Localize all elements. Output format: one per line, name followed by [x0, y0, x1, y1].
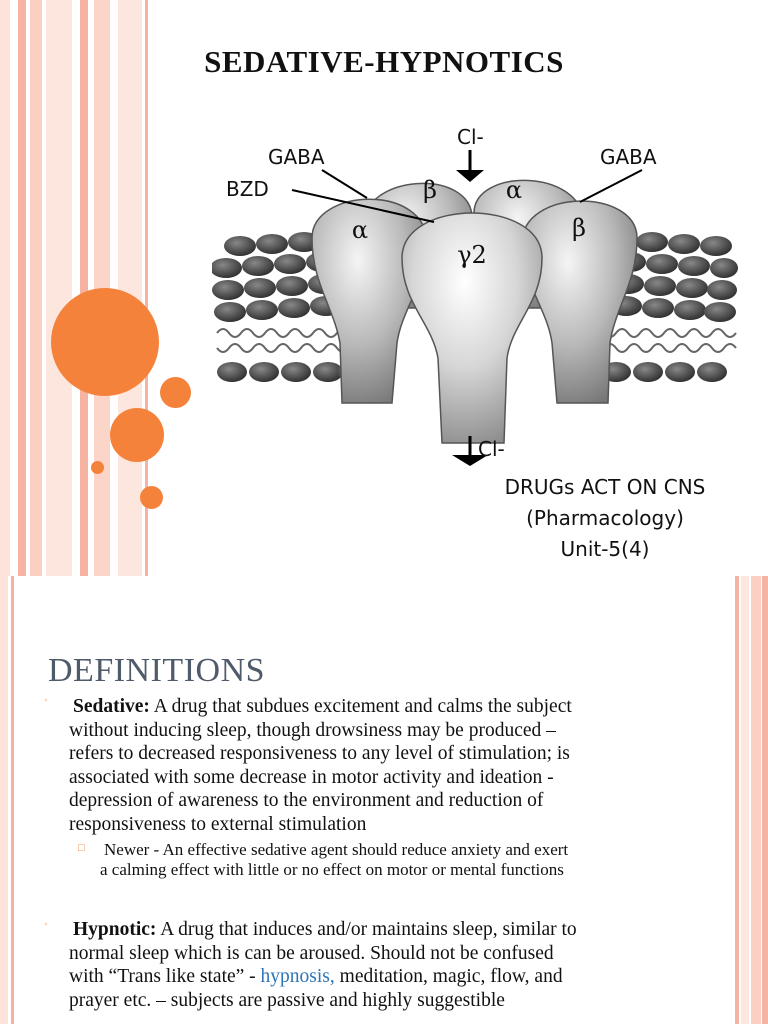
label-beta-front: β — [572, 214, 586, 242]
decor-stripe — [30, 0, 42, 576]
decor-circle — [91, 461, 104, 474]
gaba-receptor-diagram — [212, 118, 740, 478]
decor-stripe — [18, 0, 26, 576]
decor-stripe — [46, 0, 72, 576]
label-gaba-right: GABA — [600, 145, 657, 169]
decor-stripe — [0, 576, 8, 1024]
sub-bullet-icon: □ — [78, 842, 85, 854]
slide-title: SEDATIVE-HYPNOTICS — [204, 44, 564, 79]
sedative-term: Sedative: — [73, 696, 150, 717]
label-beta-back: β — [423, 176, 437, 204]
decor-circle — [160, 377, 191, 408]
definitions-heading: DEFINITIONS — [48, 652, 266, 689]
decor-stripe — [762, 576, 768, 1024]
label-cl-bottom: Cl- — [478, 437, 505, 461]
label-bzd: BZD — [226, 177, 269, 201]
sedative-definition: Sedative: A drug that subdues excitement and calms the subject without inducing sleep, though drowsiness may be produced – refers to decreased responsiveness to any level of stimulation; is associated with some decrease in motor activity and ideation - depression of awareness to the environment and reduction of responsiveness to external stimulation — [69, 696, 572, 835]
bullet-icon: ′ — [45, 922, 48, 933]
decor-stripe — [0, 0, 10, 576]
hypnotic-definition: Hypnotic: A drug that induces and/or maintains sleep, similar to normal sleep which is can be aroused. Should not be confused with “Trans like state” - hypnosis, meditation, magic, flow, and prayer etc. – subjects are passive and highly suggestible — [69, 919, 577, 1011]
caption-line: Unit-5(4) — [560, 537, 650, 561]
label-alpha-back: α — [505, 176, 523, 204]
decor-stripe — [118, 0, 142, 576]
decor-stripe — [741, 576, 749, 1024]
decor-stripe — [735, 576, 739, 1024]
caption-line: (Pharmacology) — [526, 506, 684, 530]
decor-stripe — [11, 576, 14, 1024]
label-alpha-front: α — [351, 216, 369, 244]
decor-circle — [140, 486, 163, 509]
hypnotic-term: Hypnotic: — [73, 919, 157, 940]
label-cl-top: Cl- — [457, 125, 484, 149]
bullet-icon: ′ — [45, 698, 48, 709]
label-gaba-left: GABA — [268, 145, 325, 169]
course-caption — [455, 472, 755, 565]
hypnosis-link: hypnosis, — [260, 966, 335, 987]
caption-line: DRUGs ACT ON CNS — [504, 475, 706, 499]
decor-circle — [110, 408, 164, 462]
decor-circle-large — [51, 288, 159, 396]
label-gamma: γ2 — [457, 241, 487, 269]
decor-stripe — [80, 0, 88, 576]
decor-stripe — [751, 576, 761, 1024]
newer-note: Newer - An effective sedative agent should reduce anxiety and exert a calming effect with little or no effect on motor or mental functions — [100, 840, 569, 879]
